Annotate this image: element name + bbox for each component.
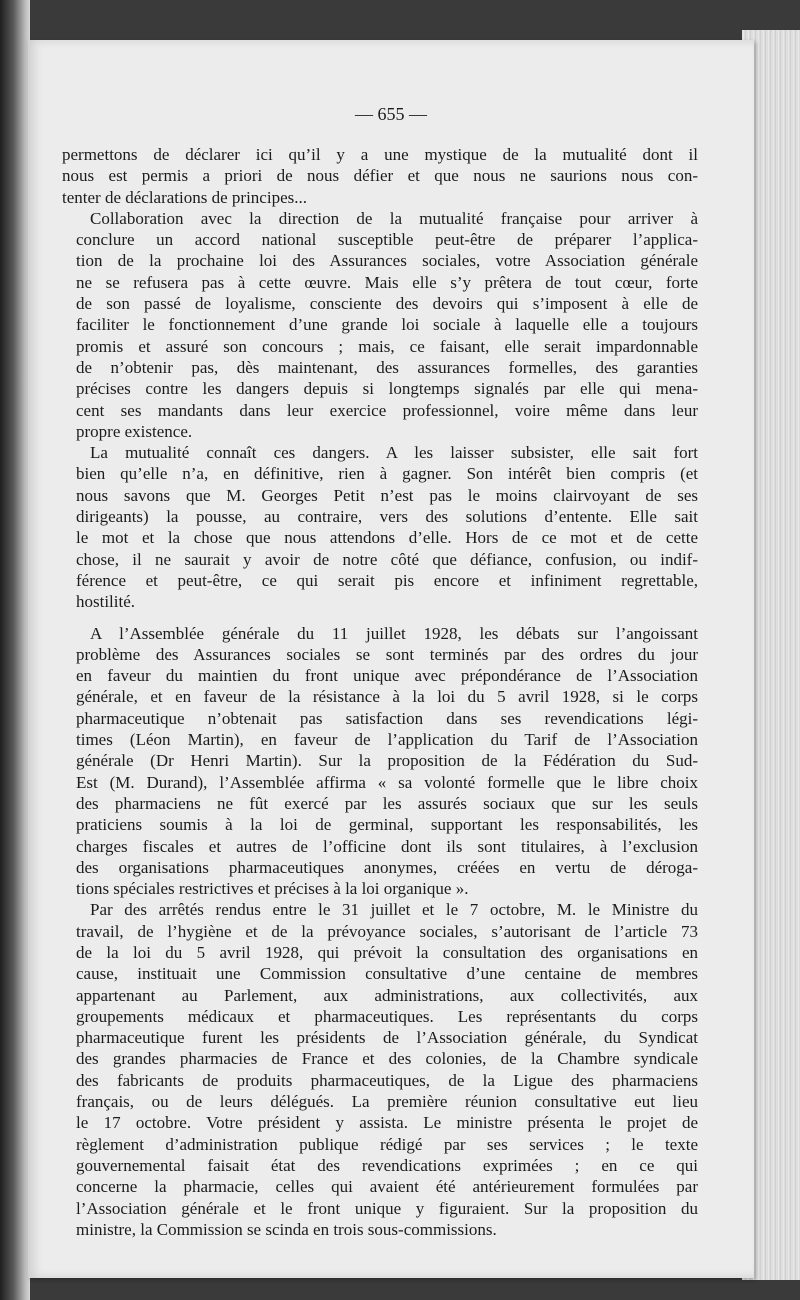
text-line: tions spéciales restrictives et précises à la loi organique ».: [76, 879, 469, 899]
text-line: permettons de déclarer ici qu’il y a une mystique de la mutualité dont il: [62, 145, 698, 164]
text-line: générale (Dr Henri Martin). Sur la proposition de la Fédération du Sud-: [76, 751, 698, 771]
text-line: ne se refusera pas à cette œuvre. Mais elle s’y prêtera de tout cœur, forte: [76, 272, 698, 292]
text-line: dirigeants) la pousse, au contraire, vers des solutions d’entente. Elle sait: [76, 507, 698, 527]
text-line: le mot et la chose que nous attendons d’elle. Hors de ce mot et de cette: [76, 528, 698, 548]
text-line: bien qu’elle n’a, en définitive, rien à gagner. Son intérêt bien compris (et: [76, 464, 698, 484]
text-line: problème des Assurances sociales se sont terminés par des ordres du jour: [76, 644, 698, 664]
text-line: concerne la pharmacie, celles qui avaient été antérieurement formulées par: [76, 1177, 698, 1197]
text-line: en faveur du maintien du front unique avec prépondérance de l’Association: [76, 666, 698, 686]
text-line: A l’Assemblée générale du 11 juillet 1928, les débats sur l’angoissant: [90, 623, 698, 643]
text-line: faciliter le fonctionnement d’une grande loi sociale à laquelle elle a toujours: [76, 315, 698, 335]
text-line: groupements médicaux et pharmaceutiques. Les représentants du corps: [76, 1006, 698, 1026]
text-line: chose, il ne saurait y avoir de notre côté que défiance, confusion, ou indif-: [76, 549, 698, 569]
text-line: travail, de l’hygiène et de la prévoyance sociales, s’autorisant de l’article 73: [76, 921, 698, 941]
text-line: des fabricants de produits pharmaceutiques, de la Ligue des pharmaciens: [76, 1070, 698, 1090]
text-line: appartenant au Parlement, aux administrations, aux collectivités, aux: [76, 985, 698, 1005]
text-line: pharmaceutique furent les présidents de l’Association générale, du Syndicat: [76, 1028, 698, 1048]
text-line: Est (M. Durand), l’Assemblée affirma « sa volonté formelle que le libre choix: [76, 772, 698, 792]
paragraph: [62, 208, 698, 442]
book-binding-shadow: [0, 0, 30, 1300]
text-line: praticiens soumis à la loi de germinal, supportant les responsabilités, les: [76, 815, 698, 835]
text-line: l’Association générale et le front unique y figuraient. Sur la proposition du: [76, 1198, 698, 1218]
text-line: des grandes pharmacies de France et des colonies, de la Chambre syndicale: [76, 1049, 698, 1069]
text-line: le 17 octobre. Votre président y assista. Le ministre présenta le projet de: [76, 1113, 698, 1133]
text-line: français, ou de leurs délégués. La première réunion consultative eut lieu: [76, 1092, 698, 1112]
text-line: conclure un accord national susceptible peut-être de préparer l’applica-: [76, 230, 698, 250]
page-number: — 655 —: [355, 104, 427, 124]
text-line: propre existence.: [76, 421, 193, 441]
text-line: ministre, la Commission se scinda en trois sous-commissions.: [76, 1219, 497, 1239]
text-line: des pharmaciens ne fût exercé par les assurés sociaux que sur les seuls: [76, 793, 698, 813]
text-line: de n’obtenir pas, dès maintenant, des assurances formelles, des garanties: [76, 357, 698, 377]
text-line: La mutualité connaît ces dangers. A les laisser subsister, elle sait fort: [90, 443, 698, 463]
paragraph: [62, 899, 698, 1240]
text-line: nous est permis a priori de nous défier et que nous ne saurions nous con-: [62, 166, 698, 186]
text-line: de la loi du 5 avril 1928, qui prévoit la consultation des organisations en: [76, 942, 698, 962]
text-line: nous savons que M. Georges Petit n’est pas le moins clairvoyant de ses: [76, 485, 698, 505]
text-line: des organisations pharmaceutiques anonymes, créées en vertu de déroga-: [76, 857, 698, 877]
text-line: pharmaceutique n’obtenait pas satisfaction dans ses revendications légi-: [76, 708, 698, 728]
text-line: Par des arrêtés rendus entre le 31 juillet et le 7 octobre, M. le Ministre du: [90, 900, 698, 920]
text-line: Collaboration avec la direction de la mutualité française pour arriver à: [90, 208, 698, 228]
book-page: [28, 40, 754, 1278]
text-line: générale, et en faveur de la résistance à la loi du 5 avril 1928, si le corps: [76, 687, 698, 707]
text-line: règlement d’administration publique rédigé par ses services ; le texte: [76, 1134, 698, 1154]
text-line: charges fiscales et autres de l’officine dont ils sont titulaires, à l’exclusion: [76, 836, 698, 856]
paragraph: [62, 442, 698, 612]
body-text: [62, 144, 698, 1240]
text-line: times (Léon Martin), en faveur de l’application du Tarif de l’Association: [76, 730, 698, 750]
text-line: férence et peut-être, ce qui serait pis encore et infiniment regrettable,: [76, 570, 698, 590]
text-line: hostilité.: [76, 592, 136, 612]
text-line: promis et assuré son concours ; mais, ce faisant, elle serait impardonnable: [76, 336, 698, 356]
text-line: tion de la prochaine loi des Assurances sociales, votre Association générale: [76, 251, 698, 271]
text-line: gouvernemental faisait état des revendications exprimées ; en ce qui: [76, 1155, 698, 1175]
paragraph: [62, 144, 698, 208]
text-line: cent ses mandants dans leur exercice professionnel, voire même dans leur: [76, 400, 698, 420]
text-line: tenter de déclarations de principes...: [62, 187, 307, 207]
text-line: cause, instituait une Commission consultative d’une centaine de membres: [76, 964, 698, 984]
paragraph: [62, 623, 698, 900]
text-line: précises contre les dangers depuis si longtemps signalés par elle qui mena-: [76, 379, 698, 399]
text-line: de son passé de loyalisme, consciente des devoirs qui s’imposent à elle de: [76, 294, 698, 314]
